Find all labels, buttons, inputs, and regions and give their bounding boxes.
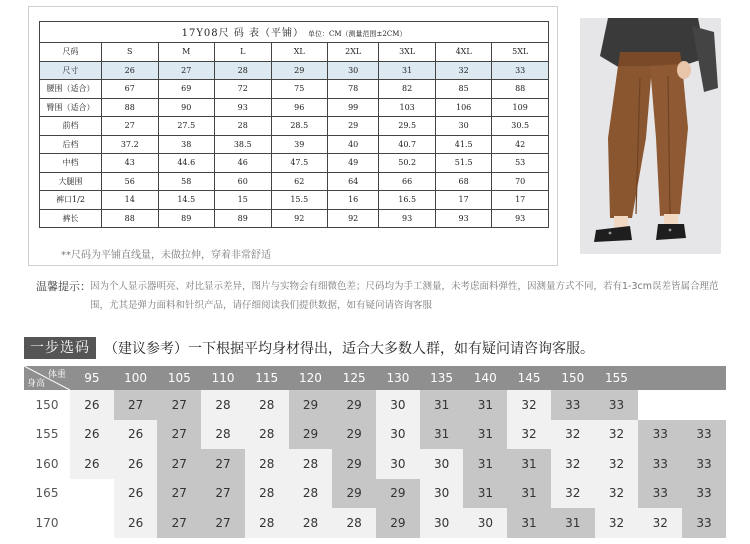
recommended-size-cell: 32 xyxy=(638,508,682,538)
height-label: 170 xyxy=(24,508,70,538)
weight-header-cell: 155 xyxy=(595,366,639,390)
weight-header-cell xyxy=(638,366,682,390)
recommended-size-cell: 33 xyxy=(682,449,726,479)
recommended-size-cell: 31 xyxy=(551,508,595,538)
corner-height-label: 身高 xyxy=(27,379,46,389)
recommended-size-cell: 31 xyxy=(420,390,464,420)
size-chart-cell: 28 xyxy=(215,61,272,80)
height-label: 165 xyxy=(24,479,70,509)
size-chart-row xyxy=(40,43,549,62)
size-chart-cell: 33 xyxy=(492,61,549,80)
weight-header-cell: 130 xyxy=(376,366,420,390)
size-chart-cell: 4XL xyxy=(435,43,492,62)
recommended-size-cell: 27 xyxy=(114,390,158,420)
size-chart-cell: 27.5 xyxy=(158,117,215,136)
weight-header-cell xyxy=(682,366,726,390)
size-chart-cell: L xyxy=(215,43,272,62)
size-chart-cell: M xyxy=(158,43,215,62)
recommended-size-cell: 27 xyxy=(201,479,245,509)
weight-header-cell: 145 xyxy=(507,366,551,390)
weight-header-cell: 140 xyxy=(463,366,507,390)
recommended-size-cell: 31 xyxy=(420,420,464,450)
size-chart-cell: 90 xyxy=(158,98,215,117)
height-label: 160 xyxy=(24,449,70,479)
height-row xyxy=(24,420,726,450)
size-chart-cell: 2XL xyxy=(328,43,379,62)
size-chart-row-label: 尺码 xyxy=(40,43,102,62)
size-chart-cell: 16.5 xyxy=(379,191,436,210)
size-chart-cell: 49 xyxy=(328,154,379,173)
size-chart-cell: 88 xyxy=(102,209,159,228)
size-chart-cell: 62 xyxy=(271,172,328,191)
size-chart-cell: 75 xyxy=(271,80,328,99)
size-chart-cell: 60 xyxy=(215,172,272,191)
weight-header-cell: 125 xyxy=(332,366,376,390)
size-chart-cell: 93 xyxy=(379,209,436,228)
size-chart-title: 17Y08尺 码 表（平铺） 单位：CM（测量范围±2CM） xyxy=(39,21,549,42)
recommended-size-cell: 33 xyxy=(551,390,595,420)
size-chart-row-label: 前档 xyxy=(40,117,102,136)
height-row xyxy=(24,479,726,509)
size-chart-cell: 29 xyxy=(328,117,379,136)
size-chart-cell: 78 xyxy=(328,80,379,99)
size-chart-cell: 51.5 xyxy=(435,154,492,173)
size-chart-cell: 27 xyxy=(158,61,215,80)
recommended-size-cell: 29 xyxy=(289,390,333,420)
recommended-size-cell: 27 xyxy=(201,508,245,538)
trousers-model-photo xyxy=(580,18,721,254)
recommended-size-cell: 32 xyxy=(551,449,595,479)
recommended-size-cell: 30 xyxy=(463,508,507,538)
size-chart-cell: 92 xyxy=(271,209,328,228)
size-chart-row-label: 裤长 xyxy=(40,209,102,228)
size-chart-cell: 37.2 xyxy=(102,135,159,154)
recommended-size-cell: 32 xyxy=(595,479,639,509)
size-chart-cell: 44.6 xyxy=(158,154,215,173)
recommended-size-cell: 33 xyxy=(595,390,639,420)
recommended-size-cell: 27 xyxy=(157,449,201,479)
size-chart-cell: 38.5 xyxy=(215,135,272,154)
size-chart-cell: 15 xyxy=(215,191,272,210)
recommended-size-cell: 27 xyxy=(157,420,201,450)
recommended-size-cell: 31 xyxy=(463,479,507,509)
height-label: 155 xyxy=(24,420,70,450)
recommended-size-cell: 31 xyxy=(507,508,551,538)
recommended-size-cell: 33 xyxy=(638,449,682,479)
recommended-size-cell: 31 xyxy=(507,449,551,479)
recommended-size-cell: 32 xyxy=(507,390,551,420)
size-chart-row-label: 大腿围 xyxy=(40,172,102,191)
recommended-size-cell: 28 xyxy=(289,479,333,509)
recommended-size-cell: 28 xyxy=(289,508,333,538)
size-chart-cell: 109 xyxy=(492,98,549,117)
recommended-size-cell: 33 xyxy=(638,420,682,450)
recommended-size-cell: 26 xyxy=(70,420,114,450)
size-chart-row-label: 尺寸 xyxy=(40,61,102,80)
recommended-size-cell: 29 xyxy=(332,449,376,479)
size-chart-panel xyxy=(28,6,558,266)
size-chart-cell: 99 xyxy=(328,98,379,117)
size-chart-cell: 50.2 xyxy=(379,154,436,173)
height-row xyxy=(24,449,726,479)
recommended-size-cell: 32 xyxy=(551,479,595,509)
recommended-size-cell: 30 xyxy=(376,420,420,450)
size-chart-cell: 14 xyxy=(102,191,159,210)
size-chart-row-label: 中档 xyxy=(40,154,102,173)
size-chart-cell: 106 xyxy=(435,98,492,117)
weight-header-cell: 135 xyxy=(420,366,464,390)
size-chart-cell: 93 xyxy=(435,209,492,228)
recommended-size-cell: 29 xyxy=(332,479,376,509)
weight-header-cell: 95 xyxy=(70,366,114,390)
height-row xyxy=(24,508,726,538)
recommended-size-cell: 31 xyxy=(463,390,507,420)
recommended-size-cell: 30 xyxy=(420,449,464,479)
recommended-size-cell: 30 xyxy=(420,479,464,509)
size-chart-cell: 46 xyxy=(215,154,272,173)
recommended-size-cell: 33 xyxy=(682,479,726,509)
size-chart-cell: 16 xyxy=(328,191,379,210)
height-label: 150 xyxy=(24,390,70,420)
size-chart-cell: 28.5 xyxy=(271,117,328,136)
size-chart-cell: 27 xyxy=(102,117,159,136)
recommended-size-cell xyxy=(638,390,682,420)
recommended-size-cell: 26 xyxy=(70,390,114,420)
recommended-size-cell: 27 xyxy=(157,390,201,420)
recommended-size-cell: 27 xyxy=(157,479,201,509)
size-chart-cell: 40 xyxy=(328,135,379,154)
size-chart-cell: 88 xyxy=(492,80,549,99)
recommended-size-cell: 32 xyxy=(595,508,639,538)
recommended-size-cell: 33 xyxy=(682,420,726,450)
size-chart-cell: 67 xyxy=(102,80,159,99)
size-chart-cell: 26 xyxy=(102,61,159,80)
recommended-size-cell: 27 xyxy=(157,508,201,538)
size-guide-header xyxy=(24,337,594,359)
size-chart-cell: 68 xyxy=(435,172,492,191)
size-chart-cell: 29.5 xyxy=(379,117,436,136)
size-chart-row-label: 后档 xyxy=(40,135,102,154)
recommended-size-cell: 32 xyxy=(595,449,639,479)
size-chart-cell: 17 xyxy=(492,191,549,210)
size-chart-cell: 38 xyxy=(158,135,215,154)
size-chart-cell: 17 xyxy=(435,191,492,210)
recommended-size-cell xyxy=(682,390,726,420)
recommended-size-cell: 30 xyxy=(376,449,420,479)
size-chart-cell: 3XL xyxy=(379,43,436,62)
recommended-size-cell xyxy=(70,508,114,538)
size-chart-row-label: 裤口1/2 xyxy=(40,191,102,210)
size-chart-cell: 66 xyxy=(379,172,436,191)
recommended-size-cell: 29 xyxy=(376,479,420,509)
size-guide-tag: 一步选码 xyxy=(24,337,96,359)
size-chart-cell: 89 xyxy=(158,209,215,228)
recommended-size-cell: 28 xyxy=(245,479,289,509)
size-chart-cell: 85 xyxy=(435,80,492,99)
size-chart-cell: 15.5 xyxy=(271,191,328,210)
size-chart-cell: 30.5 xyxy=(492,117,549,136)
size-chart-row xyxy=(40,98,549,117)
size-chart-row xyxy=(40,117,549,136)
recommended-size-cell: 28 xyxy=(245,449,289,479)
recommended-size-cell: 31 xyxy=(463,420,507,450)
trousers-model-icon xyxy=(580,18,721,254)
recommended-size-cell: 29 xyxy=(332,390,376,420)
recommended-size-cell: 29 xyxy=(289,420,333,450)
recommended-size-cell: 30 xyxy=(376,390,420,420)
recommended-size-cell: 32 xyxy=(595,420,639,450)
height-weight-size-grid xyxy=(24,366,726,538)
size-chart-cell: 5XL xyxy=(492,43,549,62)
recommended-size-cell: 26 xyxy=(114,420,158,450)
size-chart-cell: 30 xyxy=(435,117,492,136)
recommended-size-cell: 26 xyxy=(114,449,158,479)
size-chart-cell: 56 xyxy=(102,172,159,191)
size-chart-cell: 88 xyxy=(102,98,159,117)
reminder-label: 温馨提示： xyxy=(36,280,91,293)
size-chart-cell: 58 xyxy=(158,172,215,191)
size-chart-row xyxy=(40,191,549,210)
size-chart-cell: 31 xyxy=(379,61,436,80)
size-chart-cell: 32 xyxy=(435,61,492,80)
recommended-size-cell: 33 xyxy=(638,479,682,509)
recommended-size-cell: 28 xyxy=(245,420,289,450)
size-chart-cell: 43 xyxy=(102,154,159,173)
size-chart-row xyxy=(40,172,549,191)
size-chart-table xyxy=(39,21,549,228)
size-chart-row xyxy=(40,209,549,228)
weight-header-row xyxy=(24,366,726,390)
weight-header-cell: 100 xyxy=(114,366,158,390)
recommended-size-cell: 30 xyxy=(420,508,464,538)
size-chart-unit: 单位：CM（测量范围±2CM） xyxy=(308,30,407,38)
size-chart-cell: 82 xyxy=(379,80,436,99)
recommended-size-cell: 28 xyxy=(245,508,289,538)
size-chart-row-label: 臀围（适合） xyxy=(40,98,102,117)
size-chart-row xyxy=(40,61,549,80)
size-guide-description: （建议参考）一下根据平均身材得出，适合大多数人群，如有疑问请咨询客服。 xyxy=(104,341,594,357)
size-chart-cell: 93 xyxy=(492,209,549,228)
size-chart-cell: 69 xyxy=(158,80,215,99)
size-chart-cell: 41.5 xyxy=(435,135,492,154)
size-chart-cell: 64 xyxy=(328,172,379,191)
recommended-size-cell: 28 xyxy=(201,420,245,450)
size-chart-cell: 47.5 xyxy=(271,154,328,173)
size-chart-row-label: 腰围（适合） xyxy=(40,80,102,99)
recommended-size-cell: 31 xyxy=(463,449,507,479)
size-chart-cell: 30 xyxy=(328,61,379,80)
size-chart-cell: 72 xyxy=(215,80,272,99)
recommended-size-cell xyxy=(70,479,114,509)
size-chart-cell: 28 xyxy=(215,117,272,136)
size-chart-cell: 29 xyxy=(271,61,328,80)
size-chart-footnote: **尺码为平铺直线量，未做拉伸，穿着非常舒适 xyxy=(61,250,271,261)
size-chart-cell: 96 xyxy=(271,98,328,117)
recommended-size-cell: 28 xyxy=(332,508,376,538)
size-chart-cell: S xyxy=(102,43,159,62)
size-chart-cell: 53 xyxy=(492,154,549,173)
size-chart-row xyxy=(40,135,549,154)
height-row xyxy=(24,390,726,420)
size-chart-cell: 70 xyxy=(492,172,549,191)
weight-header-cell: 105 xyxy=(157,366,201,390)
size-chart-row xyxy=(40,154,549,173)
recommended-size-cell: 26 xyxy=(114,479,158,509)
size-chart-cell: 103 xyxy=(379,98,436,117)
size-chart-cell: 92 xyxy=(328,209,379,228)
size-chart-cell: 89 xyxy=(215,209,272,228)
recommended-size-cell: 27 xyxy=(201,449,245,479)
weight-header-cell: 115 xyxy=(245,366,289,390)
weight-header-cell: 110 xyxy=(201,366,245,390)
recommended-size-cell: 29 xyxy=(376,508,420,538)
size-chart-cell: 39 xyxy=(271,135,328,154)
recommended-size-cell: 26 xyxy=(70,449,114,479)
recommended-size-cell: 32 xyxy=(551,420,595,450)
size-chart-row xyxy=(40,80,549,99)
recommended-size-cell: 28 xyxy=(245,390,289,420)
recommended-size-cell: 29 xyxy=(332,420,376,450)
reminder-text: 因为个人显示器明亮、对比显示差异，图片与实物会有细微色差；尺码均为手工测量，未考虑面料弹性，因测量方式不同，若有1-3cm误差皆属合理范围，尤其是弹力面料和针织产品，请仔细阅读我们提供数据，如有疑问请咨询客服 xyxy=(90,281,719,311)
corner-cell xyxy=(24,366,70,390)
size-chart-cell: 93 xyxy=(215,98,272,117)
weight-header-cell: 150 xyxy=(551,366,595,390)
recommended-size-cell: 26 xyxy=(114,508,158,538)
weight-header-cell: 120 xyxy=(289,366,333,390)
size-chart-cell: 14.5 xyxy=(158,191,215,210)
size-chart-cell: 42 xyxy=(492,135,549,154)
recommended-size-cell: 28 xyxy=(289,449,333,479)
recommended-size-cell: 31 xyxy=(507,479,551,509)
recommended-size-cell: 32 xyxy=(507,420,551,450)
recommended-size-cell: 33 xyxy=(682,508,726,538)
corner-weight-label: 体重 xyxy=(47,370,66,380)
size-chart-cell: XL xyxy=(271,43,328,62)
recommended-size-cell: 28 xyxy=(201,390,245,420)
size-chart-cell: 40.7 xyxy=(379,135,436,154)
